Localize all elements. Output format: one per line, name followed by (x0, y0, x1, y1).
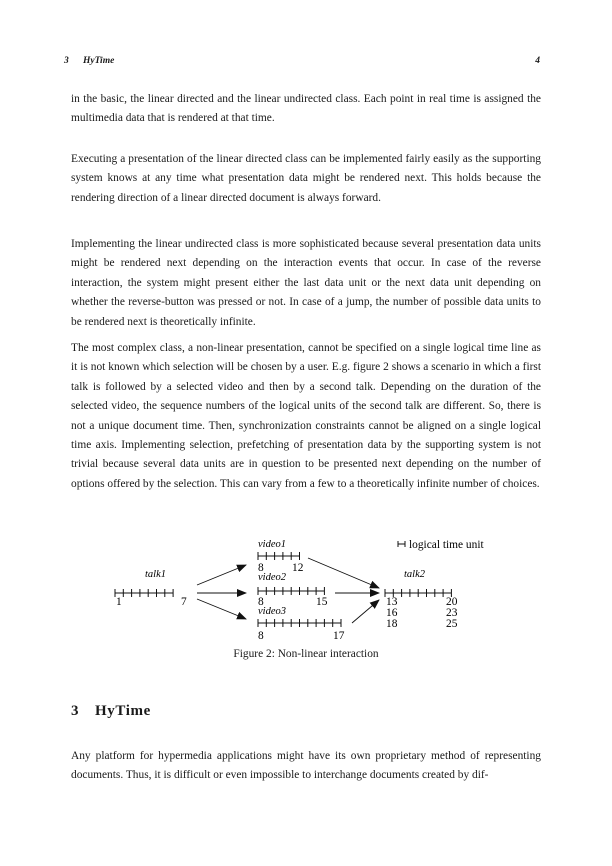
talk1-label: talk1 (145, 569, 166, 580)
paragraph-4: The most complex class, a non-linear presentation, cannot be specified on a single logical time line as it is not known which selection will be chosen by a user. E.g. figure 2 shows a scenario in which a first talk is followed by a selected video and then by a second talk. Depending on the duration of the selected video, the sequence numbers of the logical units of the second talk are different. So, there is not a unique document time. Then, synchronization constraints cannot be aligned on a single logical time axis. Implementing selection, prefetching of presentation data by the supporting system is not trivial because several data units are in question to be presented next depending on the number of options offered by the selection. This can vary from a few to a theoretically infinite number of choices. (71, 342, 541, 490)
running-head-section-number: 3 (64, 56, 69, 66)
talk1-timeline (115, 589, 173, 597)
video3-timeline (258, 619, 341, 627)
section-heading (71, 703, 151, 720)
running-head (64, 56, 540, 70)
legend-label: logical time unit (409, 539, 484, 551)
talk2-start-3: 18 (386, 618, 398, 630)
talk1-end: 7 (181, 596, 187, 608)
video3-start: 8 (258, 630, 264, 642)
talk2-start-1: 13 (386, 596, 398, 608)
arrow-video1-to-talk2 (308, 558, 379, 588)
video1-end: 12 (292, 562, 304, 574)
video3-end: 17 (333, 630, 345, 642)
talk2-end-2: 23 (446, 607, 458, 619)
talk2-end-1: 20 (446, 596, 458, 608)
video2-timeline (258, 587, 324, 595)
arrow-video3-to-talk2 (352, 600, 379, 623)
arrow-talk1-to-video1 (197, 565, 246, 585)
video3-label: video3 (258, 606, 286, 617)
talk1-start: 1 (116, 596, 122, 608)
section-paragraph: Any platform for hypermedia applications might have its own proprietary method of representing documents. Thus, it is difficult or even impossible to interchange documents created by dif- (71, 750, 541, 782)
video2-start: 8 (258, 596, 264, 608)
talk2-end-3: 25 (446, 618, 458, 630)
legend (398, 539, 484, 551)
video1-start: 8 (258, 562, 264, 574)
arrow-talk1-to-video3 (197, 599, 246, 619)
section-title: HyTime (95, 703, 151, 719)
video2-label: video2 (258, 572, 286, 583)
paragraph-2: Executing a presentation of the linear directed class can be implemented fairly easily as the supporting system knows at any time what presentation data might be rendered next. This holds because the rendering direction of a linear directed document is always forward. (71, 153, 541, 204)
page-number: 4 (535, 56, 540, 66)
figure-caption: Figure 2: Non-linear interaction (233, 648, 379, 660)
logical-time-unit-icon (398, 541, 405, 547)
section-number: 3 (71, 703, 80, 719)
non-linear-interaction-diagram (0, 530, 612, 650)
video1-label: video1 (258, 539, 286, 550)
video1-timeline (258, 552, 300, 560)
paragraph-3: Implementing the linear undirected class is more sophisticated because several presentation data units might be rendered next depending on the interaction events that occur. In case of the reverse interaction, the system might present either the last data unit or the next data unit depending on whether the reverse-button was pressed or not. In case of a jump, the number of possible data units to be rendered next is theoretically infinite. (71, 238, 541, 328)
video2-end: 15 (316, 596, 328, 608)
running-head-section-title: HyTime (83, 56, 115, 66)
talk2-start-2: 16 (386, 607, 398, 619)
paragraph-1: in the basic, the linear directed and the linear undirected class. Each point in real time is assigned the multimedia data that is rendered at that time. (71, 93, 541, 125)
talk2-label: talk2 (404, 569, 425, 580)
